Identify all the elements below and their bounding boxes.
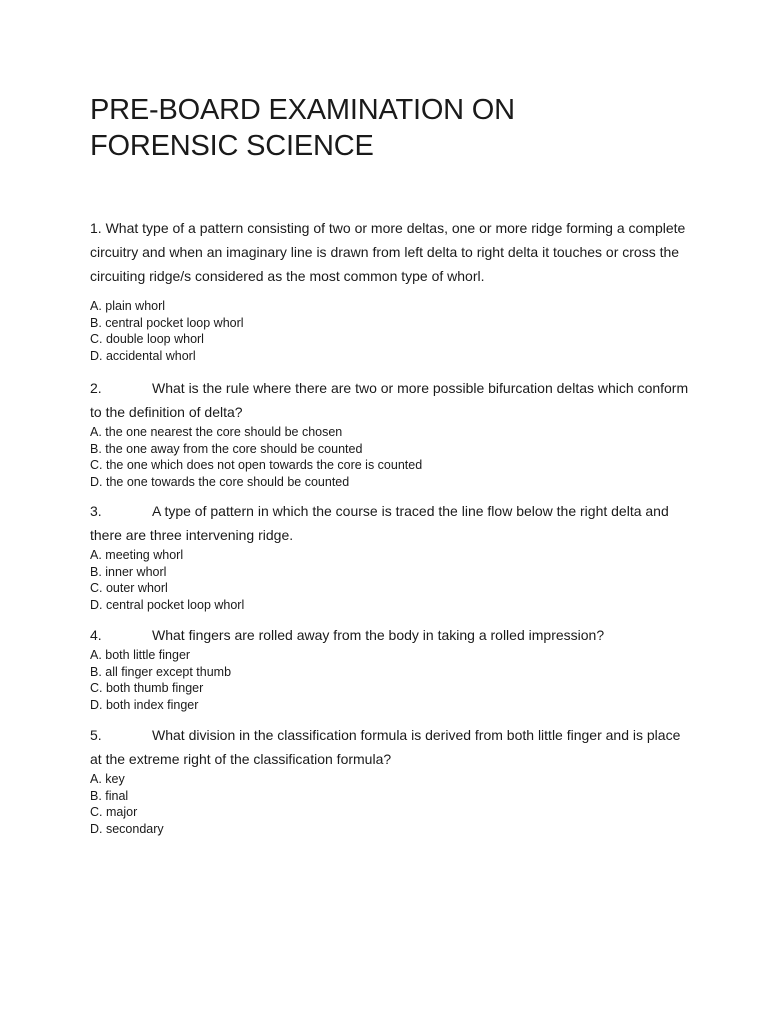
question-2-text <box>90 376 690 424</box>
document-page <box>90 92 690 836</box>
question-3-options <box>90 547 690 613</box>
question-4-number: 4. <box>90 627 102 643</box>
question-2-prompt: What is the rule where there are two or more possible bifurcation deltas which conform to the definition of delta? <box>90 380 689 420</box>
question-3-number: 3. <box>90 503 102 519</box>
question-1-text <box>90 216 690 288</box>
option-item: A. meeting whorl <box>90 548 184 562</box>
document-title <box>90 92 690 164</box>
option-item: C. both thumb finger <box>90 681 204 695</box>
title-line-1: PRE-BOARD EXAMINATION ON <box>90 94 515 126</box>
option-item: B. central pocket loop whorl <box>90 315 244 330</box>
question-5-options <box>90 771 690 837</box>
option-item: B. all finger except thumb <box>90 664 232 679</box>
option-item: B. final <box>90 788 129 803</box>
question-3 <box>90 499 690 613</box>
option-item: C. the one which does not open towards the core is counted <box>90 458 423 472</box>
question-2-number: 2. <box>90 380 102 396</box>
question-5-text <box>90 723 690 771</box>
option-item: D. secondary <box>90 821 164 836</box>
question-3-text <box>90 499 690 547</box>
question-2-options <box>90 424 690 490</box>
title-line-2: FORENSIC SCIENCE <box>90 130 374 162</box>
question-2 <box>90 376 690 490</box>
option-item: A. plain whorl <box>90 299 166 313</box>
question-4-text <box>90 623 690 647</box>
option-item: C. double loop whorl <box>90 332 204 346</box>
option-item: D. accidental whorl <box>90 348 196 363</box>
option-item: C. major <box>90 805 138 819</box>
question-1 <box>90 216 690 364</box>
question-4 <box>90 623 690 713</box>
question-1-number: 1. <box>90 220 102 236</box>
question-5-number: 5. <box>90 727 102 743</box>
option-item: A. the one nearest the core should be chosen <box>90 425 343 439</box>
option-item: D. central pocket loop whorl <box>90 597 245 612</box>
option-item: B. inner whorl <box>90 564 167 579</box>
option-item: C. outer whorl <box>90 581 168 595</box>
question-4-options <box>90 647 690 713</box>
option-item: D. the one towards the core should be counted <box>90 474 350 489</box>
question-1-prompt: What type of a pattern consisting of two or more deltas, one or more ridge forming a complete circuitry and when an imaginary line is drawn from left delta to right delta it touches or cross the circuiting ridge/s considered as the most common type of whorl. <box>90 220 686 284</box>
question-4-prompt: What fingers are rolled away from the body in taking a rolled impression? <box>152 627 605 643</box>
question-3-prompt: A type of pattern in which the course is traced the line flow below the right delta and there are three intervening ridge. <box>90 503 669 543</box>
option-item: D. both index finger <box>90 697 199 712</box>
option-item: A. both little finger <box>90 648 191 662</box>
question-5 <box>90 723 690 837</box>
question-5-prompt: What division in the classification formula is derived from both little finger and is place at the extreme right of the classification formula? <box>90 727 681 767</box>
question-1-options <box>90 298 690 364</box>
option-item: B. the one away from the core should be counted <box>90 441 363 456</box>
option-item: A. key <box>90 772 125 786</box>
